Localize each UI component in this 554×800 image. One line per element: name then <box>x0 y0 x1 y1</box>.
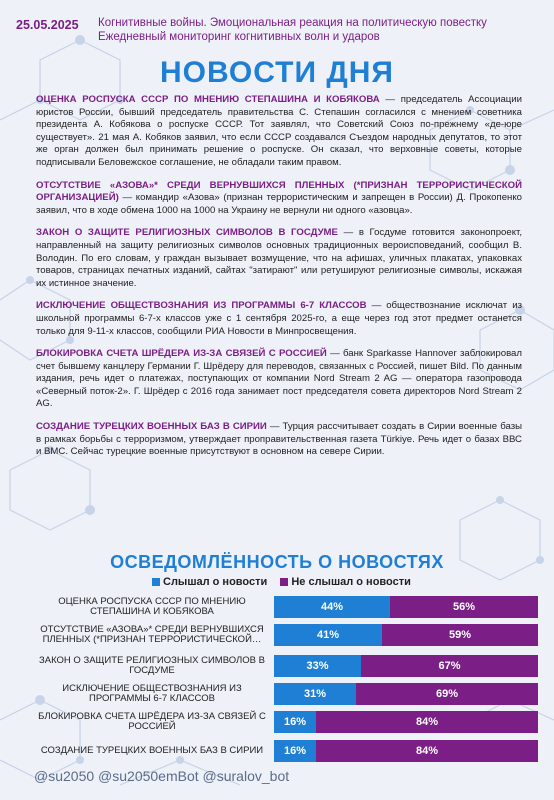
data-label: 44% <box>320 601 344 613</box>
stacked-bar <box>274 655 538 677</box>
data-label: 69% <box>435 688 459 700</box>
data-label: 84% <box>415 716 439 728</box>
data-label: 31% <box>303 688 327 700</box>
stacked-bar <box>274 596 538 618</box>
bar-segment-heard <box>274 655 361 677</box>
report-date: 25.05.2025 <box>16 18 79 32</box>
news-list <box>36 94 522 469</box>
legend-label-heard: Слышал о новости <box>163 576 268 588</box>
data-label: 59% <box>448 629 472 641</box>
news-body: — Турция рассчитывает создать в Сирии военные базы в рамках борьбы с терроризмом, утверждает проправительственная газета Türkiye. Речь идет о базах ВВС и ВМС. Сейчас турецкие военные присутствуют в основном на севере Сирии. <box>36 421 522 458</box>
category-label: ОЦЕНКА РОСПУСКА СССР ПО МНЕНИЮ СТЕПАШИНА И КОБЯКОВА <box>58 595 246 617</box>
legend-swatch-heard <box>152 578 160 586</box>
news-headline: ОТСУТСТВИЕ «АЗОВА»* СРЕДИ ВЕРНУВШИХСЯ ПЛЕННЫХ (*ПРИЗНАН ТЕРРОРИСТИЧЕСКОЙ ОРГАНИЗАЦИЕЙ) <box>36 179 522 204</box>
bar-segment-not-heard <box>316 711 538 733</box>
news-body: — председатель Ассоциации юристов России, бывший председатель правительства С. Степашин согласился с мнением советника президента А. Кобякова о роспуске СССР. Тот заявлял, что Советский Союз по-прежнему «де-юре существует». 21 мая А. Кобяков заявил, что если СССР создавался Съездом народных депутатов, то этот же орган должен был принимать решение о роспуске. Он сказал, что верховные советы, которые подписывали Беловежское соглашение, не обладали таким правом. <box>36 94 522 168</box>
bar-segment-heard <box>274 711 316 733</box>
chart-row <box>24 683 538 705</box>
news-item <box>36 94 522 170</box>
bar-segment-heard <box>274 596 390 618</box>
news-body: — командир «Азова» (признан террористическим и запрещен в России) Д. Прокопенко заявил, что в ходе обмена 1000 на 1000 на Украину не вернули ни одного «азовца». <box>36 192 522 216</box>
data-label: 41% <box>316 629 340 641</box>
news-headline: ИСКЛЮЧЕНИЕ ОБЩЕСТВОЗНАНИЯ ИЗ ПРОГРАММЫ 6-7 КЛАССОВ <box>36 300 367 312</box>
news-item <box>36 180 522 218</box>
stacked-bar <box>274 683 538 705</box>
category-label: ОТСУТСТВИЕ «АЗОВА»* СРЕДИ ВЕРНУВШИХСЯ ПЛЕННЫХ (*ПРИЗНАН ТЕРРОРИСТИЧЕСКОЙ… <box>40 623 264 645</box>
bar-segment-heard <box>274 624 382 646</box>
news-item <box>36 300 522 338</box>
data-label: 16% <box>283 716 307 728</box>
news-item <box>36 421 522 459</box>
news-headline: СОЗДАНИЕ ТУРЕЦКИХ ВОЕННЫХ БАЗ В СИРИИ <box>36 421 267 433</box>
bar-segment-not-heard <box>356 683 538 705</box>
chart-row <box>24 740 538 762</box>
news-headline: ОЦЕНКА РОСПУСКА СССР ПО МНЕНИЮ СТЕПАШИНА И КОБЯКОВА <box>36 94 380 105</box>
legend-item-heard <box>152 576 267 588</box>
data-label: 33% <box>306 660 329 672</box>
chart-legend <box>152 576 421 588</box>
header-line-1: Когнитивные войны. Эмоциональная реакция на политическую повестку <box>98 17 487 29</box>
awareness-title: ОСВЕДОМЛЁННОСТЬ О НОВОСТЯХ <box>110 552 444 572</box>
chart-row <box>24 711 538 733</box>
bar-segment-not-heard <box>390 596 538 618</box>
chart-row <box>24 655 538 677</box>
stacked-bar <box>274 740 538 762</box>
bar-segment-heard <box>274 740 316 762</box>
category-label: БЛОКИРОВКА СЧЕТА ШРЁДЕРА ИЗ-ЗА СВЯЗЕЙ С РОССИЕЙ <box>38 710 266 732</box>
category-label: ИСКЛЮЧЕНИЕ ОБЩЕСТВОЗНАНИЯ ИЗ ПРОГРАММЫ 6-7 КЛАССОВ <box>62 682 242 704</box>
header-line-2: Ежедневный мониторинг когнитивных волн и ударов <box>98 31 380 43</box>
data-label: 16% <box>283 745 307 757</box>
bar-segment-not-heard <box>316 740 538 762</box>
page-title: НОВОСТИ ДНЯ <box>160 56 394 89</box>
footer-handles: @su2050 @su2050emBot @suralov_bot <box>34 768 290 784</box>
legend-swatch-not-heard <box>280 578 288 586</box>
news-body: — обществознание исключат из школьной программы 6-7-х классов уже с 1 сентября 2025-го, а еще через год этот предмет останется только для 9-11-х классов, сообщили РИА Новости в Минпросвещения. <box>36 300 522 337</box>
awareness-chart <box>24 594 538 766</box>
news-item <box>36 227 522 290</box>
data-label: 56% <box>452 601 476 613</box>
news-headline: БЛОКИРОВКА СЧЕТА ШРЁДЕРА ИЗ-ЗА СВЯЗЕЙ С РОССИЕЙ <box>36 348 327 360</box>
news-headline: ЗАКОН О ЗАЩИТЕ РЕЛИГИОЗНЫХ СИМВОЛОВ В ГОСДУМЕ <box>36 227 338 239</box>
bar-segment-heard <box>274 683 356 705</box>
bar-segment-not-heard <box>361 655 538 677</box>
news-body: — банк Sparkasse Hannover заблокировал счет бывшему канцлеру Германии Г. Шрёдеру для переводов, связанных с Россией, пишет Bild. По данным издания, речь идет о платежах, поступающих от компании Nord Stream 2 AG — оператора газопровода «Северный поток-2». Г. Шрёдер с 2016 года занимает пост председателя совета директоров Nord Stream 2 AG. <box>36 348 522 410</box>
news-item <box>36 348 522 411</box>
data-label: 67% <box>438 660 461 672</box>
stacked-bar <box>274 711 538 733</box>
data-label: 84% <box>415 745 439 757</box>
legend-item-not-heard <box>280 576 411 588</box>
stacked-bar <box>274 624 538 646</box>
chart-row <box>24 596 538 618</box>
news-body: — в Госдуме готовится законопроект, направленный на защиту религиозных символов основных традиционных вероисповеданий, сообщил В. Володин. По его словам, у граждан вызывает возмущение, что на афишах, уличных плакатах, упаковках товаров, страницах печатных изданий, сайтах "затирают" или ретушируют религиозные символы, искажая их истинное значение. <box>36 227 522 289</box>
category-label: СОЗДАНИЕ ТУРЕЦКИХ ВОЕННЫХ БАЗ В СИРИИ <box>40 744 264 756</box>
chart-row <box>24 624 538 646</box>
category-label: ЗАКОН О ЗАЩИТЕ РЕЛИГИОЗНЫХ СИМВОЛОВ В ГОСДУМЕ <box>39 654 265 676</box>
bar-segment-not-heard <box>382 624 538 646</box>
header-subtitle <box>98 16 538 44</box>
legend-label-not-heard: Не слышал о новости <box>291 576 411 588</box>
